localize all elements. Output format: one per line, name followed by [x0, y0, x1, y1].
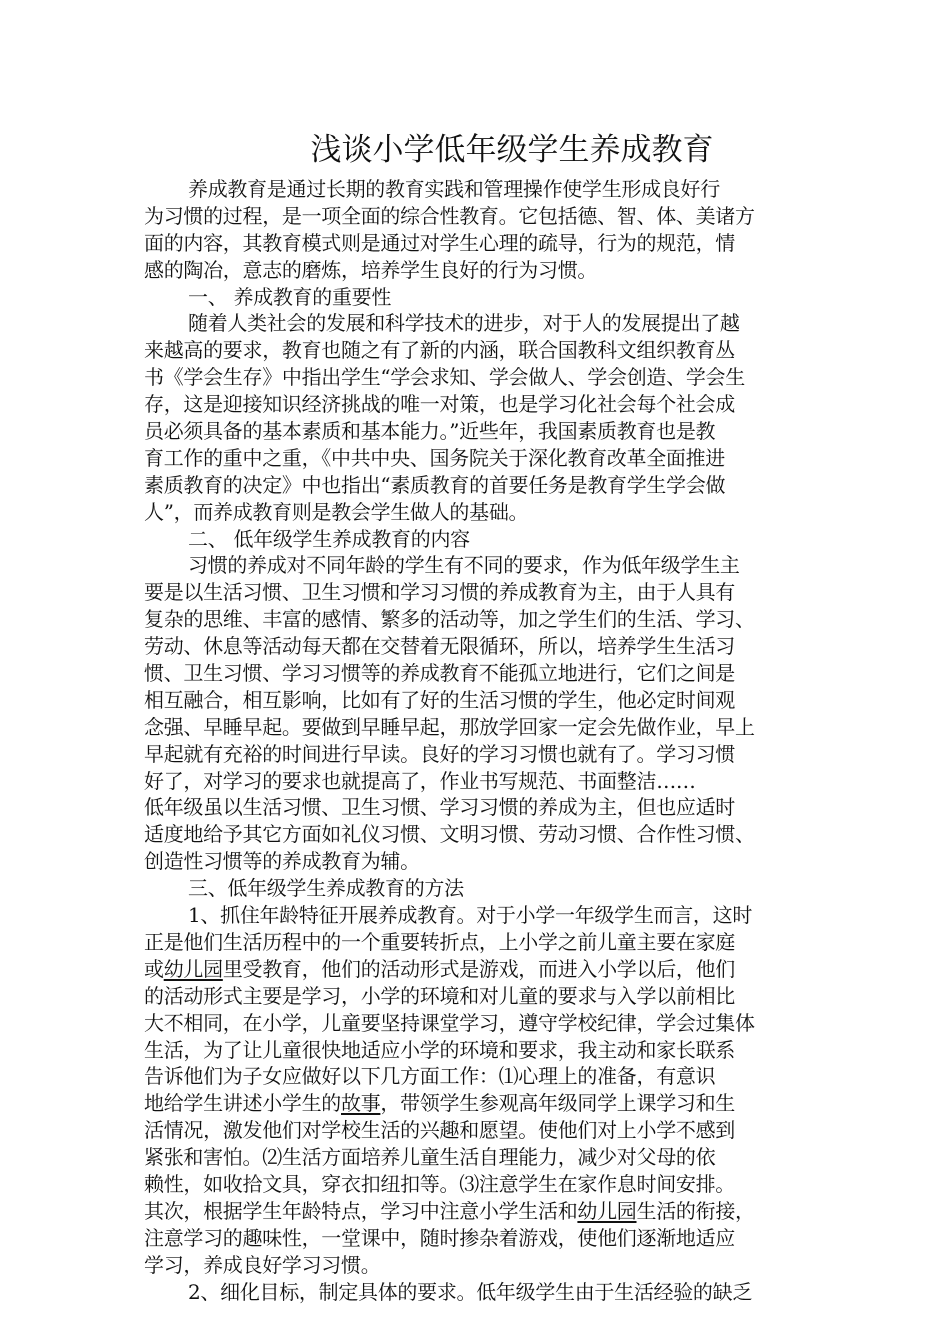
text-line: 正是他们生活历程中的一个重要转折点，上小学之前儿童主要在家庭	[144, 929, 735, 954]
text-line: 复杂的思维、丰富的感情、繁多的活动等，加之学生们的生活、学习、	[144, 607, 755, 632]
text-line: 随着人类社会的发展和科学技术的进步，对于人的发展提出了越	[188, 311, 740, 336]
text-line: 适度地给予其它方面如礼仪习惯、文明习惯、劳动习惯、合作性习惯、	[144, 822, 755, 847]
text-line: 大不相同，在小学，儿童要坚持课堂学习，遵守学校纪律，学会过集体	[144, 1010, 755, 1035]
text-line: 的活动形式主要是学习，小学的环境和对儿童的要求与入学以前相比	[144, 983, 735, 1008]
text-line: 来越高的要求，教育也随之有了新的内涵，联合国教科文组织教育丛	[144, 338, 735, 363]
text-line: 念强、早睡早起。要做到早睡早起，那放学回家一定会先做作业，早上	[144, 714, 755, 739]
text-line: 素质教育的决定》中也指出“素质教育的首要任务是教育学生学会做	[144, 472, 726, 497]
underlined-term: 幼儿园	[163, 956, 223, 981]
document-page	[144, 128, 810, 1305]
text-segment: 其次，根据学生年龄特点，学习中注意小学生活和	[144, 1198, 578, 1223]
text-line	[144, 1198, 810, 1225]
text-line: 2、细化目标，制定具体的要求。低年级学生由于生活经验的缺乏	[188, 1279, 753, 1304]
text-line	[144, 1090, 810, 1117]
underlined-term: 故事	[341, 1091, 381, 1116]
text-line: 书《学会生存》中指出学生“学会求知、学会做人、学会创造、学会生	[144, 365, 745, 390]
text-line: 告诉他们为子女应做好以下几方面工作：⑴心理上的准备，有意识	[144, 1064, 716, 1089]
text-line: 员必须具备的基本素质和基本能力。”近些年，我国素质教育也是教	[144, 419, 716, 444]
text-line: 好了，对学习的要求也就提高了，作业书写规范、书面整洁……	[144, 768, 696, 793]
text-segment: ，带领学生参观高年级同学上课学习和生	[380, 1091, 736, 1116]
text-line: 要是以生活习惯、卫生习惯和学习习惯的养成教育为主，由于人具有	[144, 580, 735, 605]
text-line: 学习，养成良好学习习惯。	[144, 1252, 381, 1277]
text-segment: 生活的衔接，	[636, 1198, 755, 1223]
text-line: 劳动、休息等活动每天都在交替着无限循环，所以，培养学生生活习	[144, 634, 735, 659]
text-line: 面的内容，其教育模式则是通过对学生心理的疏导，行为的规范，情	[144, 230, 735, 255]
text-line: 活情况，激发他们对学校生活的兴趣和愿望。使他们对上小学不感到	[144, 1118, 735, 1143]
text-line: 注意学习的趣味性，一堂课中，随时掺杂着游戏，使他们逐渐地适应	[144, 1225, 735, 1250]
text-line: 二、 低年级学生养成教育的内容	[188, 526, 470, 551]
text-segment: 或	[144, 956, 164, 981]
text-line: 存，这是迎接知识经济挑战的唯一对策，也是学习化社会每个社会成	[144, 392, 735, 417]
text-line: 感的陶冶，意志的磨炼，培养学生良好的行为习惯。	[144, 257, 598, 282]
text-line: 低年级虽以生活习惯、卫生习惯、学习习惯的养成为主，但也应适时	[144, 795, 735, 820]
document-title: 浅谈小学低年级学生养成教育	[310, 132, 714, 168]
text-line: 三、低年级学生养成教育的方法	[188, 876, 464, 901]
text-line: 赖性，如收拾文具，穿衣扣纽扣等。⑶注意学生在家作息时间安排。	[144, 1171, 735, 1196]
text-line: 为习惯的过程，是一项全面的综合性教育。它包括德、智、体、美诸方	[144, 203, 755, 228]
text-line: 惯、卫生习惯、学习习惯等的养成教育不能孤立地进行，它们之间是	[144, 661, 735, 686]
document-body	[144, 176, 810, 1305]
text-segment: 地给学生讲述小学生的	[144, 1091, 341, 1116]
text-line: 人”，而养成教育则是教会学生做人的基础。	[144, 499, 529, 524]
text-line: 早起就有充裕的时间进行早读。良好的学习习惯也就有了。学习习惯	[144, 741, 735, 766]
text-line: 1、抓住年龄特征开展养成教育。对于小学一年级学生而言，这时	[188, 903, 753, 928]
text-line: 习惯的养成对不同年龄的学生有不同的要求，作为低年级学生主	[188, 553, 740, 578]
text-line: 紧张和害怕。⑵生活方面培养儿童生活自理能力，减少对父母的依	[144, 1145, 716, 1170]
text-line: 相互融合，相互影响，比如有了好的生活习惯的学生，他必定时间观	[144, 687, 735, 712]
text-line: 育工作的重中之重，《中共中央、国务院关于深化教育改革全面推进	[144, 445, 725, 470]
text-line: 创造性习惯等的养成教育为辅。	[144, 849, 420, 874]
text-line: 一、 养成教育的重要性	[188, 284, 392, 309]
text-line: 养成教育是通过长期的教育实践和管理操作使学生形成良好行	[188, 177, 720, 201]
underlined-term: 幼儿园	[577, 1198, 637, 1223]
text-segment: 里受教育，他们的活动形式是游戏，而进入小学以后，他们	[222, 956, 736, 981]
text-line	[144, 956, 810, 983]
text-line: 生活，为了让儿童很快地适应小学的环境和要求，我主动和家长联系	[144, 1037, 735, 1062]
